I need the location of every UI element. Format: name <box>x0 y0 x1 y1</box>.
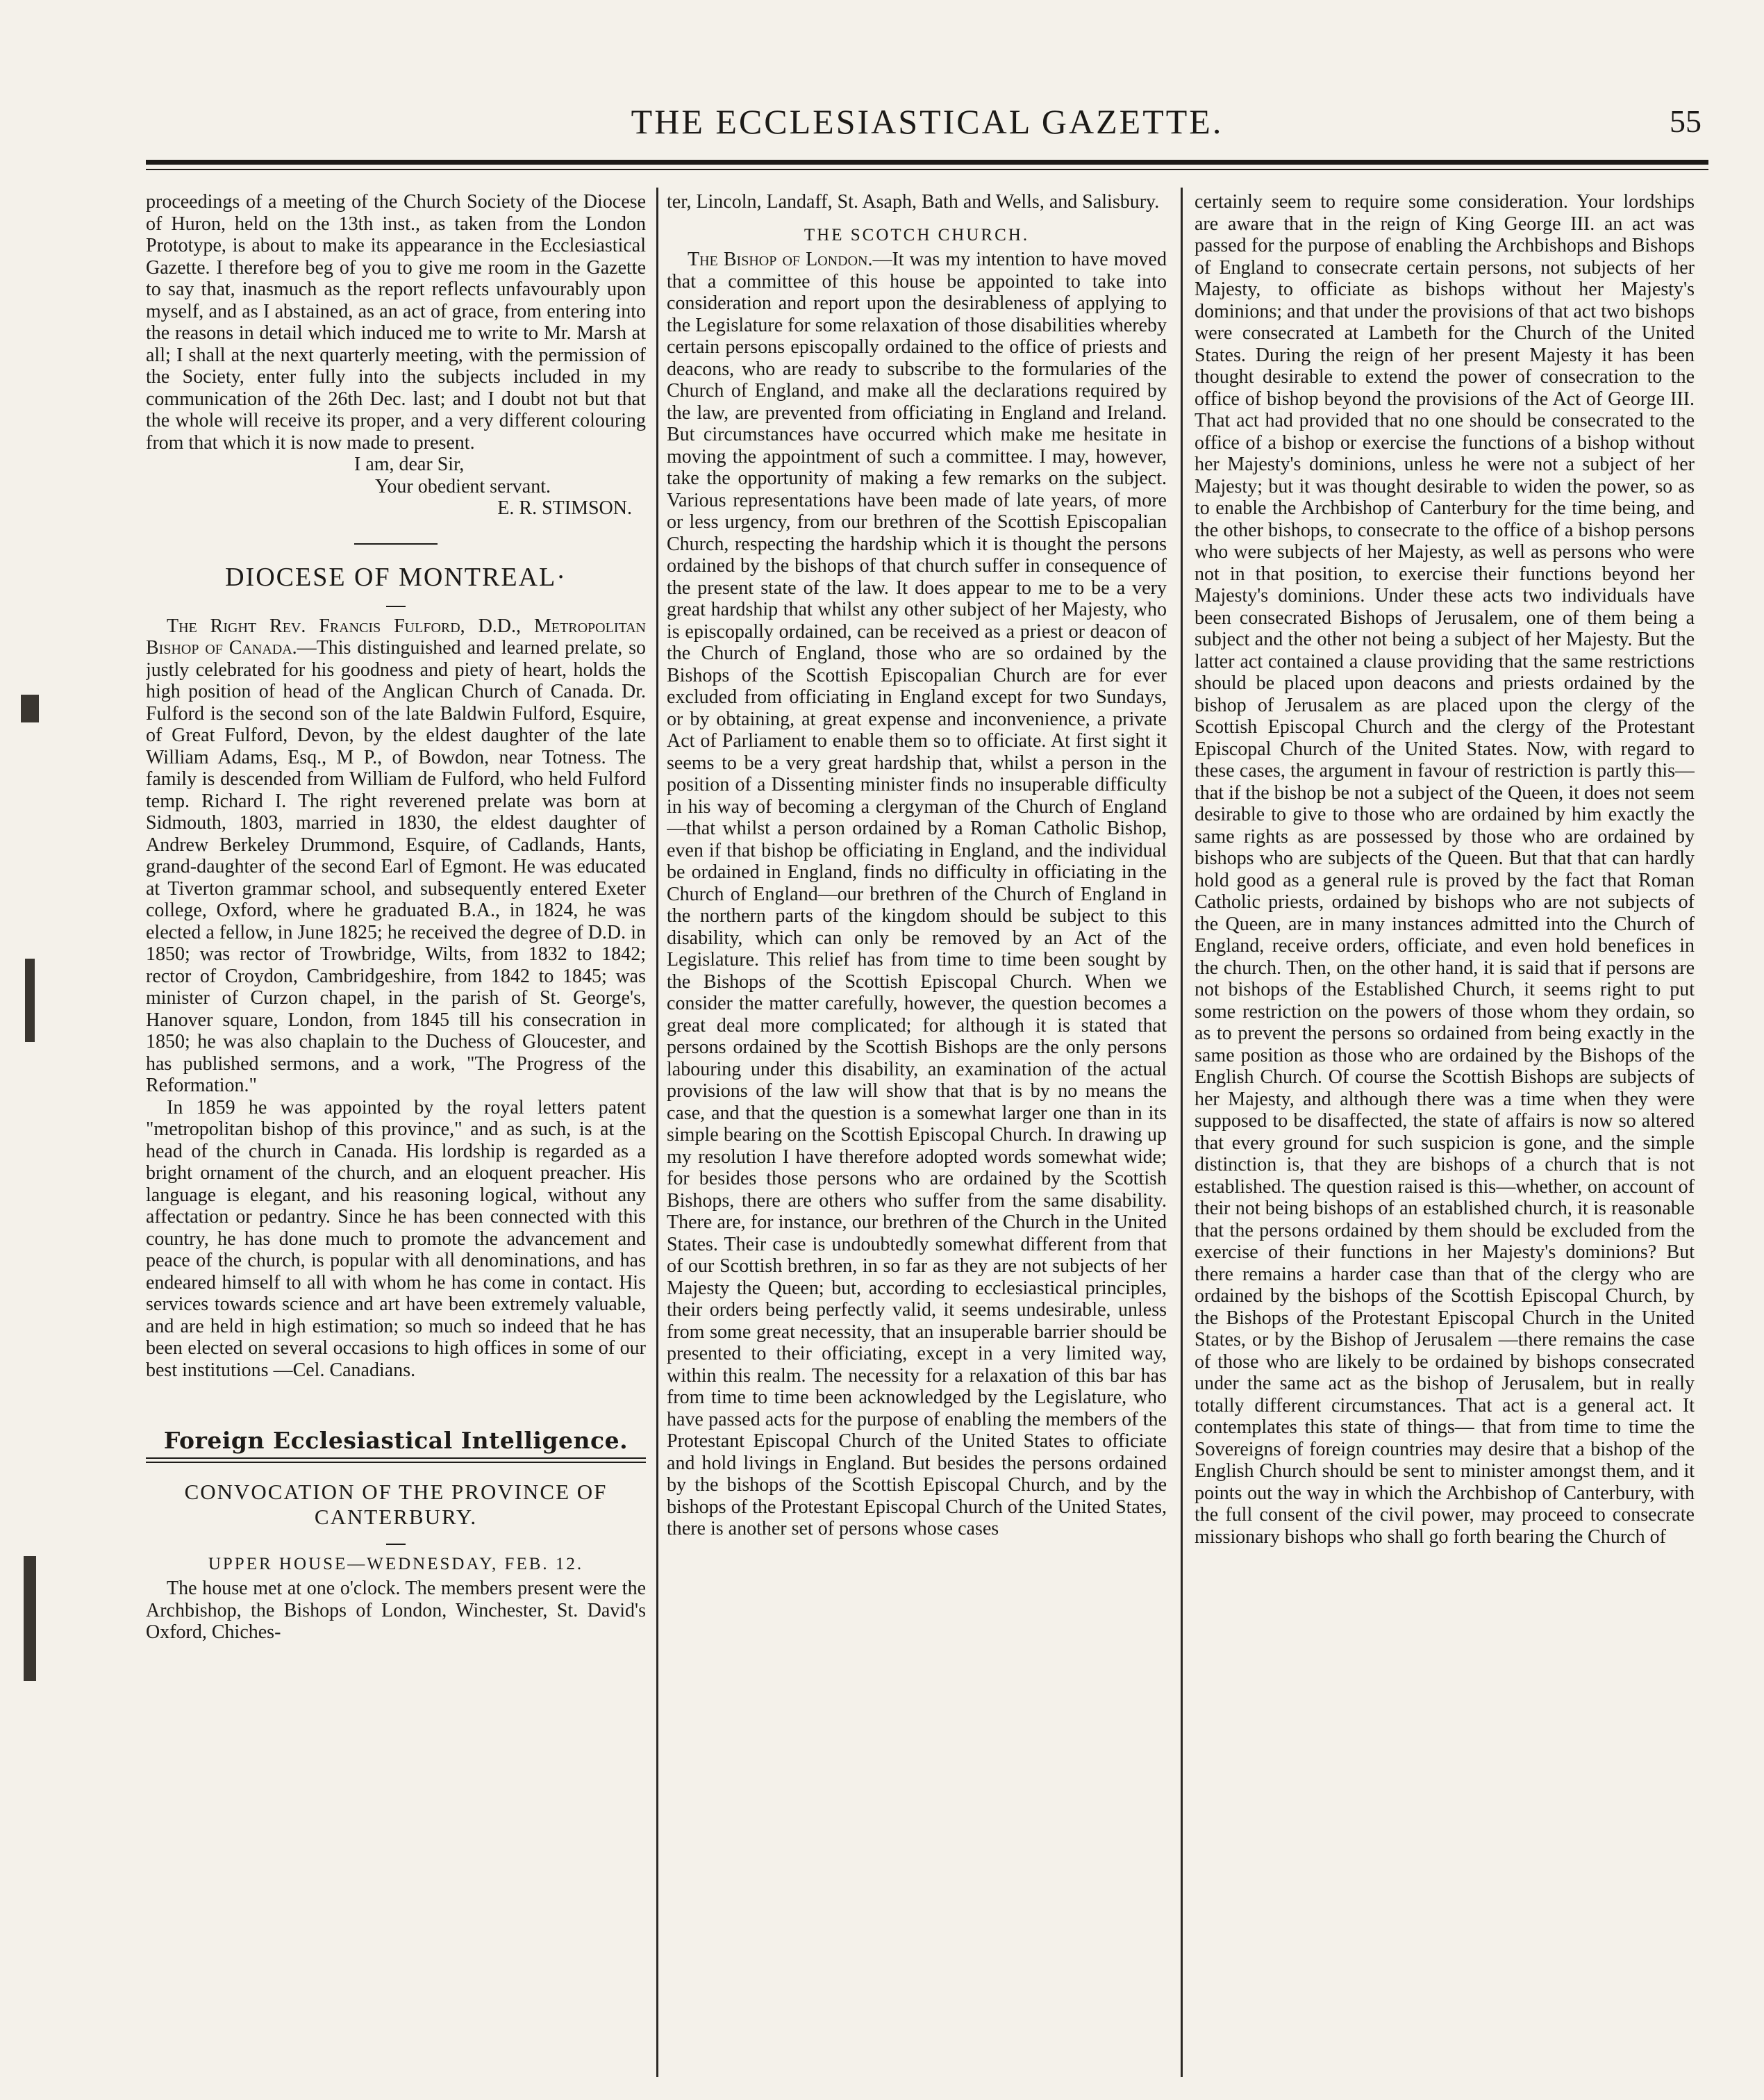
speech-continued: certainly seem to require some consideration. Your lordships are aware that in the reign of King George III. an act was passed for the purpose of enabling the Archbishops and Bishops of England to consecrate certain persons, not subjects of her Majesty, to officiate as bishops without her Majesty's dominions; and that under the provisions of that act two bishops were consecrated at Lambeth for the Church of the United States. During the reign of her present Majesty it has been thought desirable to extend the power of consecration to the office of bishop beyond the provisions of the Act of George III. That act had provided that no one should be consecrated to the office of a bishop or exercise the functions of a bishop without her Majesty's dominions, unless he were not a subject of her Majesty; but it was thought desirable to widen the power, so as to enable the Archbishop of Canterbury for the time being, and the other bishops, to consecrate to the office of a bishop persons who were subjects of her Majesty, as well as persons who were not in that position, to exercise their functions beyond her Majesty's dominions. Under these acts two individuals have been consecrated Bishops of Jerusalem, one of them being a subject and the other not being a subject of her Majesty. But the latter act contained a clause providing that the same restrictions should be placed upon deacons and priests ordained by the bishop of Jerusalem as are placed upon the clergy of the Scottish Episcopal Church and the clergy of the Protestant Episcopal Church of the United States. Now, with regard to these cases, the argument in favour of restriction is partly this—that if the bishop be not a subject of the Queen, it does not seem desirable to give to those who are ordained by him exactly the same rights as are possessed by those who are ordained by bishops who are subjects of the Queen. But that that can hardly hold good as a general rule is proved by the fact that Roman Catholic priests, ordained by bishops who are not subjects of the Queen, are in many instances admitted into the Church of England, receive orders, officiate, and even hold benefices in the church. Then, on the other hand, it is said that if persons are not bishops of the Established Church, it seems right to put some restriction on the powers of those whom they ordain, so as to prevent the persons so ordained from being exactly in the same position as those who are ordained by the Bishops of the English Church. Of course the Scottish Bishops are subjects of her Majesty, and although there was a time when they were supposed to be disaffected, the state of affairs is now so altered that every ground for such suspicion is gone, and the simple distinction is, that they are bishops of a church that is not established. The question raised is this—whether, on account of their not being bishops of an established church, it is reasonable that the persons ordained by them should be excluded from the exercise of their functions in her Majesty's dominions? But there remains a harder case than that of the clergy who are ordained by the bishops of the Scottish Episcopal Church, by the Bishops of the Protestant Episcopal Church in the United States, or by the Bishop of Jerusalem —there remains the case of those who are likely to be ordained by bishops consecrated under the same act as the bishop of Jerusalem, but in really totally different circumstances. That act is a general act. It contemplates this state of things— that from time to time the Sovereigns of foreign countries may desire that a bishop of the English Church should be sent to minister amongst them, and it points out the way in which the Archbishop of Canterbury, with the full consent of the civil power, may proceed to consecrate missionary bishops who shall go forth bearing the Church of <box>1195 191 1695 1548</box>
letter-closing: I am, dear Sir, <box>354 454 465 475</box>
speaker-name: The Bishop of London. <box>688 249 873 270</box>
subheading-scotch-church: THE SCOTCH CHURCH. <box>804 225 1030 245</box>
montreal-article-p2: In 1859 he was appointed by the royal letters patent "metropolitan bishop of this province," and as such, is at the head of the church in Canada. His lordship is regarded as a bright ornament of the church, and an eloquent preacher. His language is elegant, and his reasoning logical, without any affectation or pedantry. Since he has been connected with this country, he has done much to promote the advancement and peace of the church, is popular with all denominations, and has endeared himself to all with whom he has come in contact. His services towards science and art have been extremely valuable, and are held in high estimation; so much so indeed that he has been elected on several occasions to high offices in some of our best institutions —Cel. Canadians. <box>146 1096 646 1381</box>
column-left <box>146 191 646 2084</box>
header-rule <box>146 160 1708 165</box>
convocation-p1: The house met at one o'clock. The members present were the Archbishop, the Bishops of London, Winchester, St. David's Oxford, Chiches- <box>146 1578 646 1643</box>
heading-foreign-intelligence: Foreign Ecclesiastical Intelligence. <box>163 1427 629 1454</box>
section-rule <box>354 543 438 545</box>
column-divider <box>656 188 658 2077</box>
heading-rule <box>386 606 406 607</box>
binding-edge-mark <box>21 695 39 722</box>
column-middle <box>667 191 1167 2084</box>
bishop-speech <box>667 249 1167 1540</box>
heading-diocese-montreal: DIOCESE OF MONTREAL· <box>225 562 567 592</box>
montreal-article-text: —This distinguished and learned prelate, so justly celebrated for his goodness and piety of heart, holds the high position of head of the Anglican Church of Canada. Dr. Fulford is the second son of the late Baldwin Fulford, Esquire, of Great Fulford, Devon, by the eldest daughter of the late William Adams, Esq., M P., of Bowdon, near Totness. The family is descended from William de Fulford, who held Fulford temp. Richard I. The right reverened prelate was born at Sidmouth, 1803, married in 1830, the eldest daughter of Andrew Berkeley Drummond, Esquire, of Cadlands, Hants, grand-daughter of the second Earl of Egmont. He was educated at Tiverton grammar school, and subsequently entered Exeter college, Oxford, where he graduated B.A., in 1824, he was elected a fellow, in June 1825; he received the degree of D.D. in 1850; was rector of Trowbridge, Wilts, from 1832 to 1842; rector of Croydon, Cambridgeshire, from 1842 to 1845; was minister of Curzon chapel, in the parish of St. George's, Hanover square, London, from 1845 till his consecration in 1850; he was also chaplain to the Duchess of Gloucester, and has published sermons, and a work, "The Progress of the Reformation." <box>146 637 646 1096</box>
montreal-article-p1 <box>146 615 646 1097</box>
subheading-upper-house: UPPER HOUSE—WEDNESDAY, FEB. 12. <box>208 1554 584 1573</box>
speech-text: —It was my intention to have moved that a committee of this house be appointed to take into consideration and report upon the desirableness of applying to the Legislature for some relaxation of those disabilities whereby certain persons episcopally ordained to the office of priests and deacons, who are ready to subscribe to the formularies of the Church of England, and make all the declarations required by the law, are prevented from officiating in England and Ireland. But circumstances have occurred which make me hesitate in moving the appointment of such a committee. I may, however, take the opportunity of making a few remarks on the subject. Various representations have been made of late years, of more or less urgency, from our brethren of the Scottish Episcopalian Church, respecting the hardship which it is thought the persons ordained by the bishops of that church suffer in consequence of the present state of the law. It does appear to me to be a very great hardship that whilst any other subject of her Majesty, who is episcopally ordained, can be received as a priest or deacon of the Church of England, those who are so ordained by the Bishops of the Scottish Episcopalian Church are for ever excluded from officiating in England except for two Sundays, or by obtaining, at great expense and inconvenience, a private Act of Parliament to enable them so to officiate. At first sight it seems to be a very great hardship that, whilst a person in the position of a Dissenting minister finds no insuperable difficulty in his way of becoming a clergyman of the Church of England—that whilst a person ordained by a Roman Catholic Bishop, even if that bishop be officiating in England, and the individual be ordained in England, finds no difficulty in officiating in the Church of England—our brethren of the Church of England in the northern parts of the kingdom should be subject to this disability, which can only be removed by an Act of the Legislature. This relief has from time to time been sought by the Bishops of the Scottish Episcopal Church. When we consider the matter carefully, however, the question becomes a great deal more complicated; for although it is stated that persons ordained by the Scottish Bishops are the only persons labouring under this disability, an examination of the actual provisions of the law will show that that is by no means the case, and that the question is a somewhat larger one than in its simple bearing on the Scottish Episcopal Church. In drawing up my resolution I have therefore adopted words somewhat wide; for besides those persons who are ordained by the Scottish Bishops, there are others who suffer from the same disability. There are, for instance, our brethren of the Church in the United States. Their case is undoubtedly somewhat different from that of our Scottish brethren, in so far as they are not subjects of her Majesty the Queen; but, according to ecclesiastical principles, their orders being perfectly valid, it seems undesirable, unless from some great necessity, that an insuperable barrier should be presented to their officiating, except in a very limited way, within this realm. The necessity for a relaxation of this bar has from time to time been acknowledged by the Legislature, who have passed acts for the purpose of enabling the members of the Protestant Episcopal Church of the United States to officiate and hold livings in England. But besides the persons ordained by the bishops of the Scottish Episcopal Church, and by the bishops of the Protestant Episcopal Church of the United States, there is another set of persons whose cases <box>667 249 1167 1539</box>
page-header <box>146 97 1708 146</box>
binding-edge-mark <box>25 959 35 1042</box>
heading-rule <box>386 1544 406 1545</box>
convocation-p1-cont: ter, Lincoln, Landaff, St. Asaph, Bath and Wells, and Salisbury. <box>667 191 1160 213</box>
heading-convocation: CONVOCATION OF THE PROVINCE OF CANTERBURY. <box>184 1479 608 1529</box>
page-number: 55 <box>1670 104 1701 139</box>
binding-edge-mark <box>24 1556 36 1681</box>
running-title: THE ECCLESIASTICAL GAZETTE. <box>631 102 1224 141</box>
header-rule-thin <box>146 169 1708 170</box>
column-right <box>1195 191 1695 2084</box>
montreal-article-lead: The Right Rev. Francis Fulford, D.D., Metropolitan Bishop of Canada. <box>146 615 646 659</box>
letter-body: proceedings of a meeting of the Church Society of the Diocese of Huron, held on the 13th inst., as taken from the London Prototype, is about to make its appearance in the Ecclesiastical Gazette. I therefore beg of you to give me room in the Gazette to say that, inasmuch as the report reflects unfavourably upon myself, and as I abstained, as an act of grace, from entering into the reasons in detail which induced me to write to Mr. Marsh at all; I shall at the next quarterly meeting, with the permission of the Society, enter fully into the subjects included in my communication of the 26th Dec. last; and I doubt not but that the whole will receive its proper, and a very different colouring from that which it is now made to present. <box>146 191 646 454</box>
column-divider <box>1181 188 1183 2077</box>
letter-signature: E. R. STIMSON. <box>497 497 632 519</box>
double-rule <box>146 1457 646 1463</box>
letter-closing-2: Your obedient servant. <box>375 475 551 497</box>
